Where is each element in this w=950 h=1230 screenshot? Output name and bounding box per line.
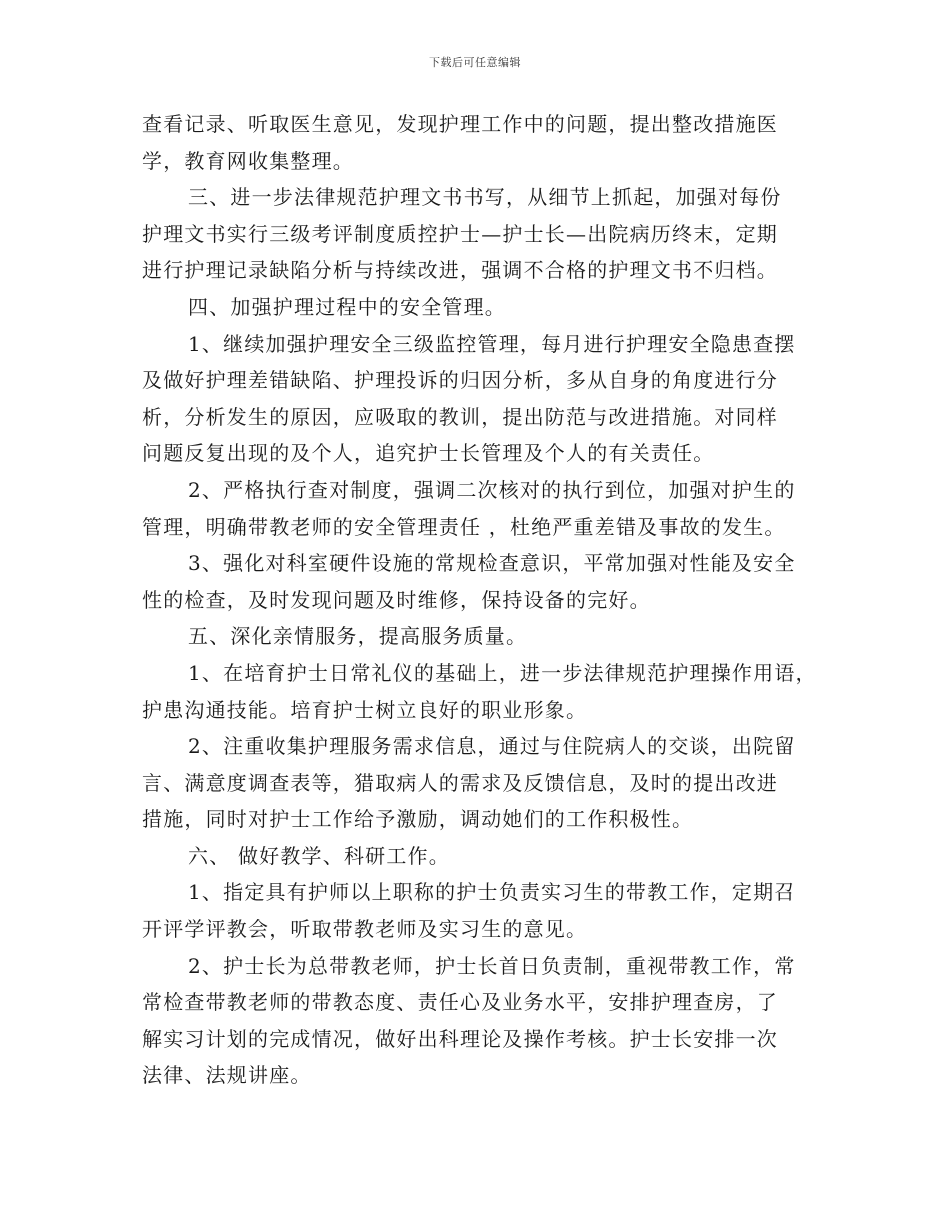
text-line: 解实习计划的完成情况，做好出科理论及操作考核。护士长安排一次 <box>142 1026 778 1051</box>
section-heading: 三、进一步法律规范护理文书书写，从细节上抓起，加强对每份 <box>188 185 782 210</box>
section-heading: 五、深化亲情服务，提高服务质量。 <box>188 624 528 649</box>
text-line: 及做好护理差错缺陷、护理投诉的归因分析，多从自身的角度进行分 <box>142 368 778 393</box>
text-line: 进行护理记录缺陷分析与持续改进，强调不合格的护理文书不归档。 <box>142 258 778 283</box>
text-line: 护患沟通技能。培育护士树立良好的职业形象。 <box>142 697 588 722</box>
text-line: 析，分析发生的原因，应吸取的教训，提出防范与改进措施。对同样 <box>142 404 778 429</box>
text-line: 言、满意度调查表等，猎取病人的需求及反馈信息，及时的提出改进 <box>142 770 778 795</box>
list-item-start: 2、注重收集护理服务需求信息，通过与住院病人的交谈，出院留 <box>188 734 796 759</box>
list-item-start: 1、继续加强护理安全三级监控管理，每月进行护理安全隐患查摆 <box>188 331 796 356</box>
section-heading: 六、 做好教学、科研工作。 <box>188 843 450 868</box>
text-line: 性的检查，及时发现问题及时维修，保持设备的完好。 <box>142 587 651 612</box>
list-item-start: 1、指定具有护师以上职称的护士负责实习生的带教工作，定期召 <box>188 880 796 905</box>
list-item-start: 2、护士长为总带教老师，护士长首日负责制，重视带教工作，常 <box>188 953 796 978</box>
text-line: 开评学评教会，听取带教老师及实习生的意见。 <box>142 917 588 942</box>
text-line: 措施，同时对护士工作给予激励，调动她们的工作积极性。 <box>142 807 694 832</box>
document-body <box>142 106 822 1094</box>
page-header: 下载后可任意编辑 <box>429 56 521 69</box>
text-line: 护理文书实行三级考评制度质控护士—护士长—出院病历终末，定期 <box>142 221 778 246</box>
text-line: 管理，明确带教老师的安全管理责任 ，杜绝严重差错及事故的发生。 <box>142 514 786 539</box>
text-line: 查看记录、听取医生意见，发现护理工作中的问题，提出整改措施医 <box>142 112 778 136</box>
list-item-start: 3、强化对科室硬件设施的常规检查意识，平常加强对性能及安全 <box>188 551 796 576</box>
text-line: 学，教育网收集整理。 <box>142 148 354 173</box>
list-item-start: 2、严格执行查对制度，强调二次核对的执行到位，加强对护生的 <box>188 477 796 502</box>
text-line: 法律、法规讲座。 <box>142 1063 312 1088</box>
list-item-start: 1、在培育护士日常礼仪的基础上，进一步法律规范护理操作用语， <box>188 660 817 685</box>
section-heading: 四、加强护理过程中的安全管理。 <box>188 294 506 319</box>
text-line: 常检查带教老师的带教态度、责任心及业务水平，安排护理查房，了 <box>142 990 778 1015</box>
text-line: 问题反复出现的及个人，追究护士长管理及个人的有关责任。 <box>142 441 715 466</box>
